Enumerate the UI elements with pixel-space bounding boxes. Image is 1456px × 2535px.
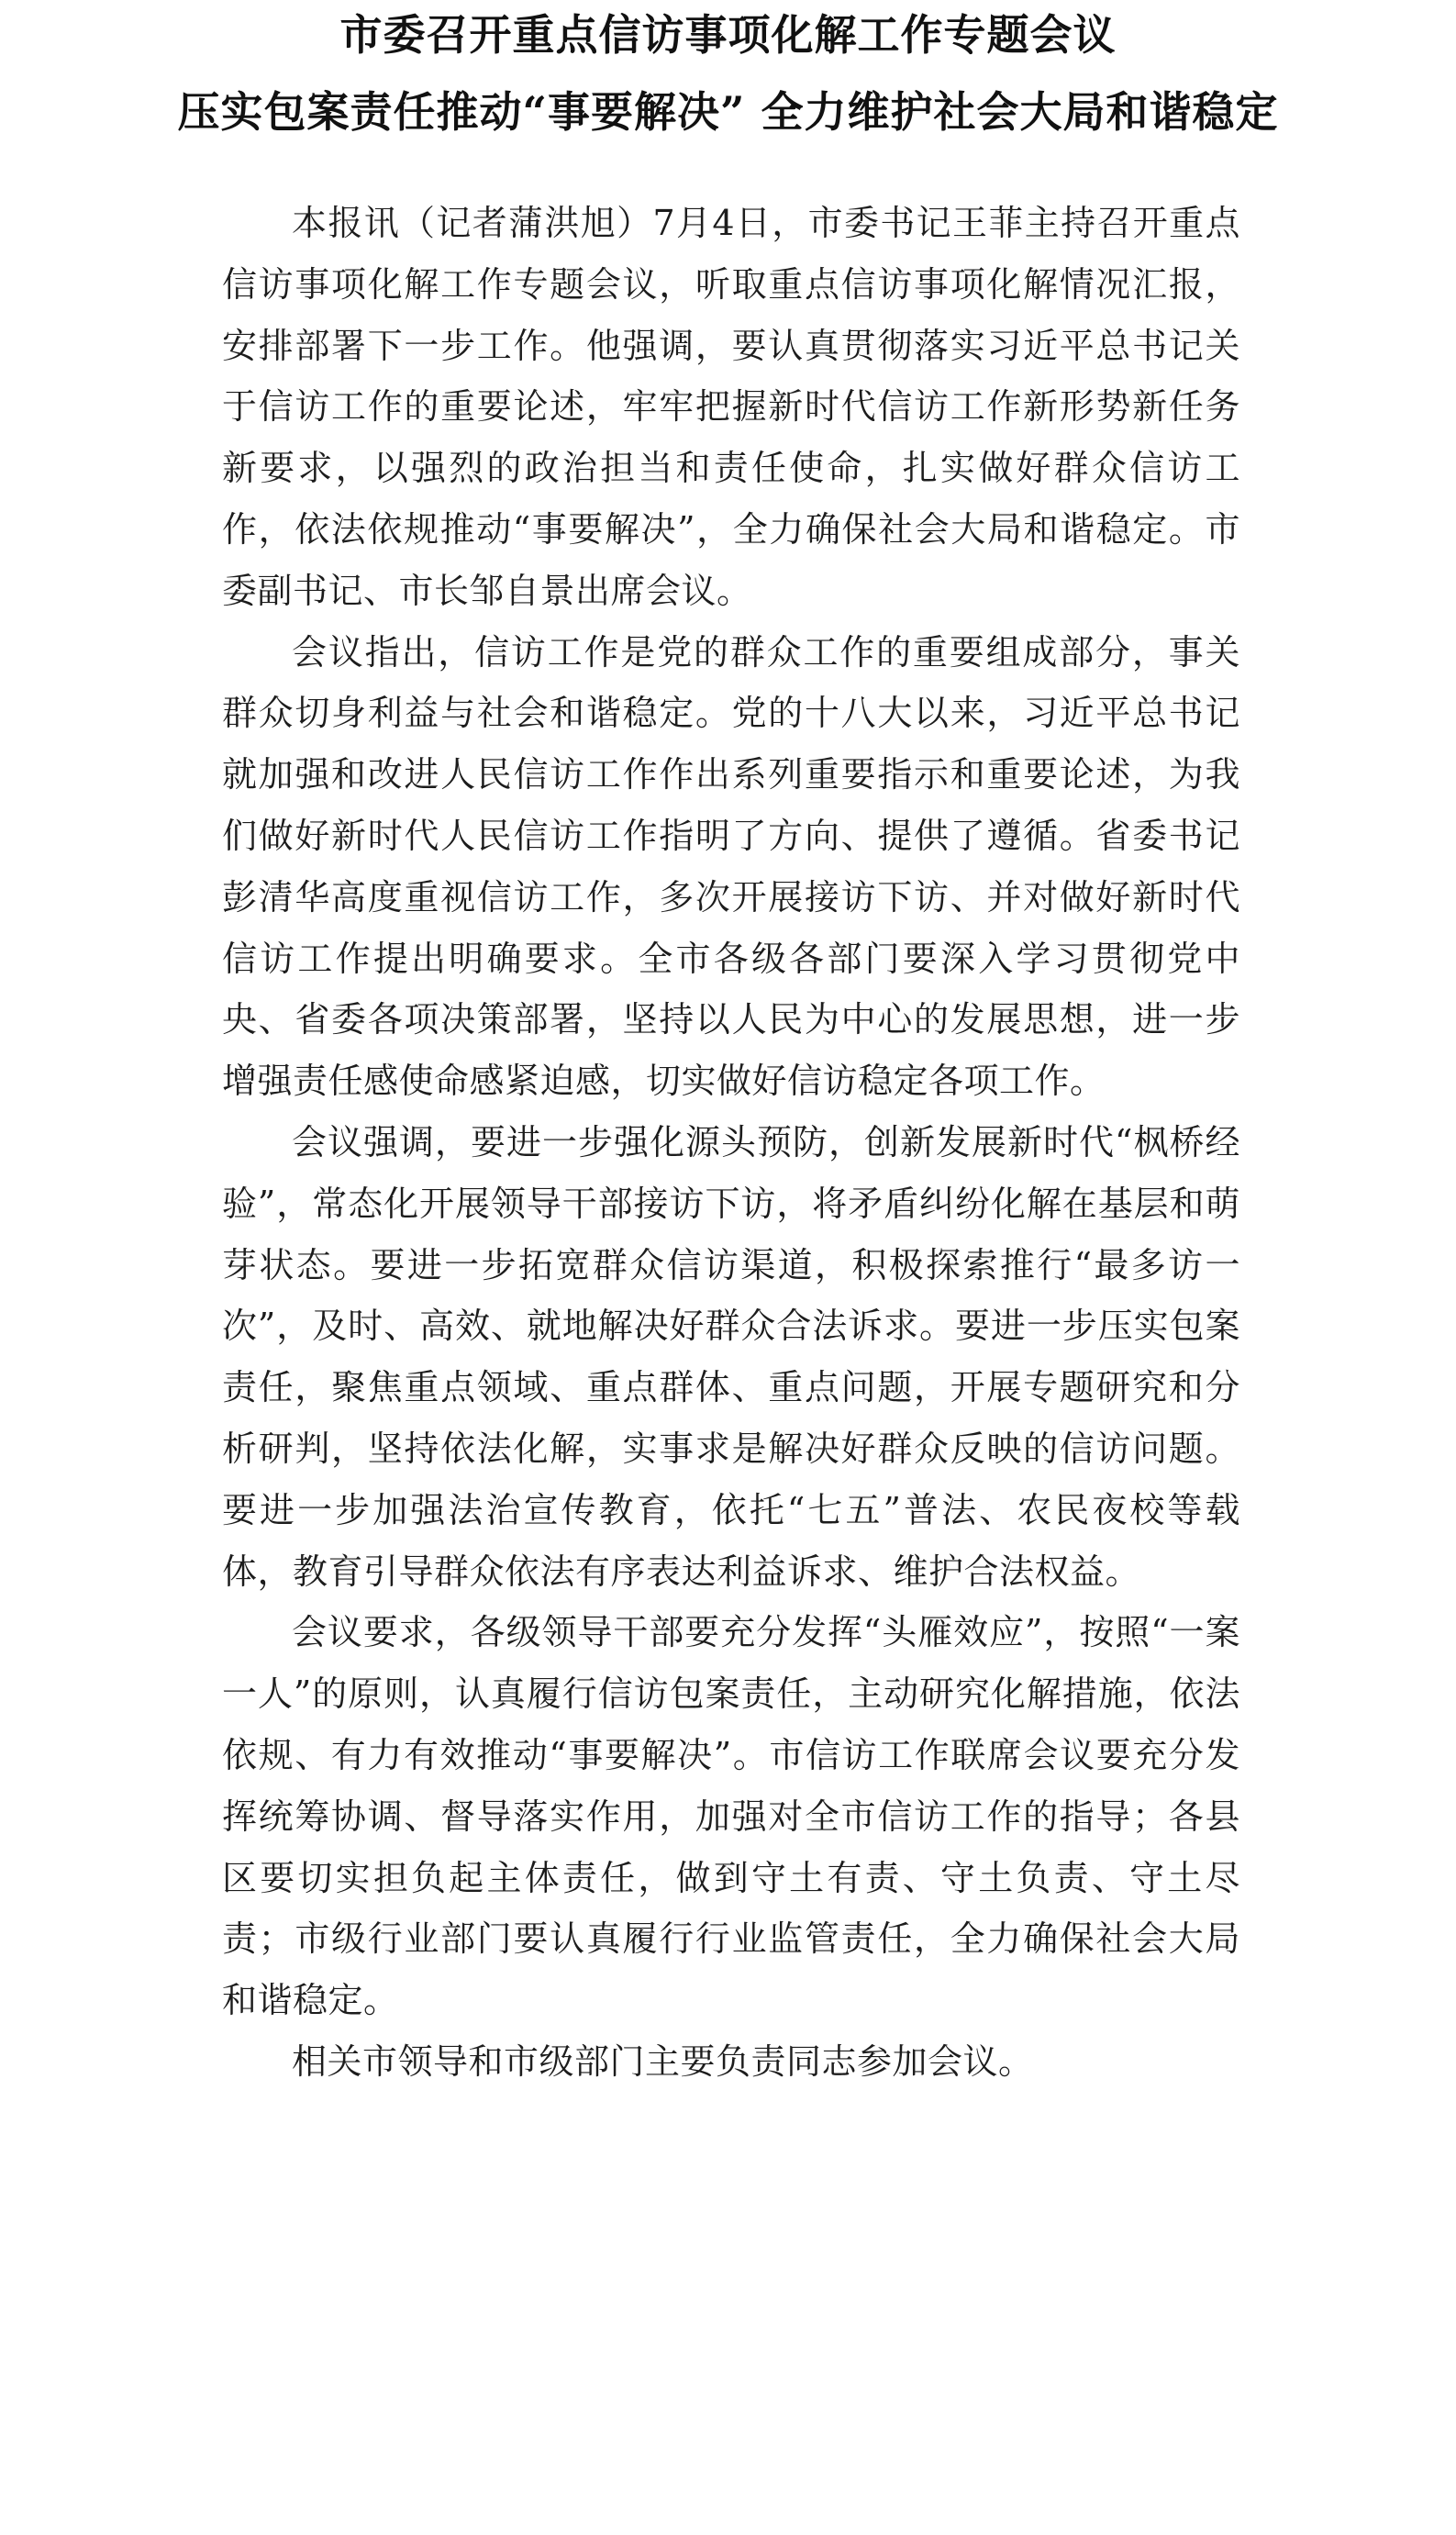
article-paragraph: 会议强调，要进一步强化源头预防，创新发展新时代“枫桥经验”，常态化开展领导干部接访下访，将矛盾纠纷化解在基层和萌芽状态。要进一步拓宽群众信访渠道，积极探索推行“最多访一次”，及时、高效、就地解决好群众合法诉求。要进一步压实包案责任，聚焦重点领域、重点群体、重点问题，开展专题研究和分析研判，坚持依法化解，实事求是解决好群众反映的信访问题。要进一步加强法治宣传教育，依托“七五”普法、农民夜校等载体，教育引导群众依法有序表达利益诉求、维护合法权益。 <box>222 1121 1240 1592</box>
article-subheadline: 压实包案责任推动“事要解决” 全力维护社会大局和谐稳定 <box>177 87 1279 137</box>
article-body <box>222 193 1240 2093</box>
article-paragraph: 本报讯（记者蒲洪旭）7月4日，市委书记王菲主持召开重点信访事项化解工作专题会议，听取重点信访事项化解情况汇报，安排部署下一步工作。他强调，要认真贯彻落实习近平总书记关于信访工作的重要论述，牢牢把握新时代信访工作新形势新任务新要求，以强烈的政治担当和责任使命，扎实做好群众信访工作，依法依规推动“事要解决”，全力确保社会大局和谐稳定。市委副书记、市长邹自景出席会议。 <box>222 203 1240 611</box>
article-headline: 市委召开重点信访事项化解工作专题会议 <box>339 10 1117 60</box>
article-paragraph: 会议要求，各级领导干部要充分发挥“头雁效应”，按照“一案一人”的原则，认真履行信访包案责任，主动研究化解措施，依法依规、有力有效推动“事要解决”。市信访工作联席会议要充分发挥统筹协调、督导落实作用，加强对全市信访工作的指导；各县区要切实担负起主体责任，做到守土有责、守土负责、守土尽责；市级行业部门要认真履行行业监管责任，全力确保社会大局和谐稳定。 <box>222 1612 1240 2021</box>
article-paragraph: 会议指出，信访工作是党的群众工作的重要组成部分，事关群众切身利益与社会和谐稳定。党的十八大以来，习近平总书记就加强和改进人民信访工作作出系列重要指示和重要论述，为我们做好新时代人民信访工作指明了方向、提供了遵循。省委书记彭清华高度重视信访工作，多次开展接访下访、并对做好新时代信访工作提出明确要求。全市各级各部门要深入学习贯彻党中央、省委各项决策部署，坚持以人民为中心的发展思想，进一步增强责任感使命感紧迫感，切实做好信访稳定各项工作。 <box>222 631 1240 1102</box>
article-paragraph: 相关市领导和市级部门主要负责同志参加会议。 <box>292 2040 1034 2082</box>
